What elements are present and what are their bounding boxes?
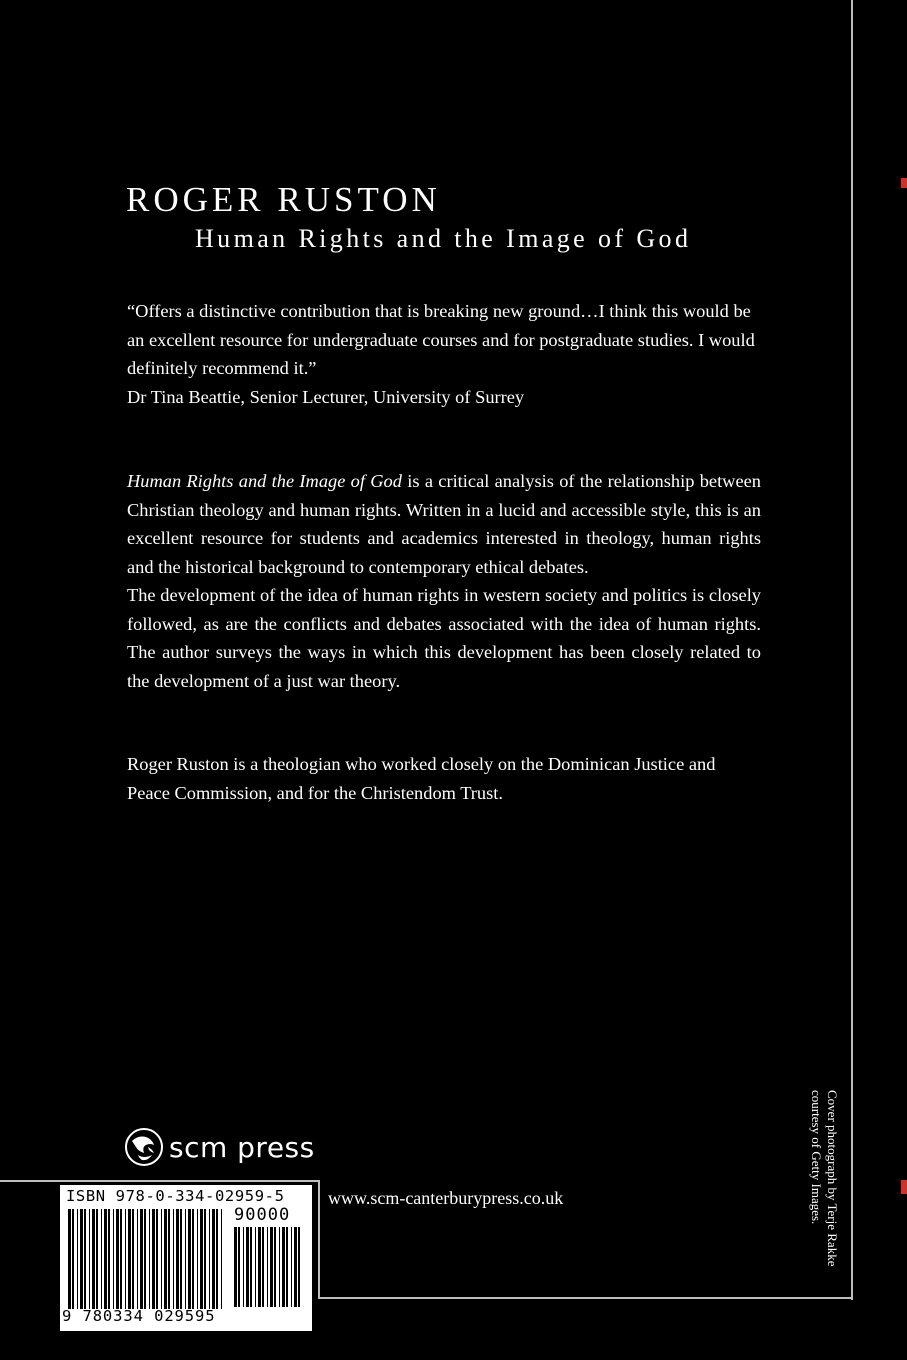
- author-bio: [127, 750, 761, 807]
- publisher-website[interactable]: www.scm-canterburypress.co.uk: [328, 1188, 564, 1208]
- book-title: Human Rights and the Image of God: [195, 224, 692, 253]
- frame-line-bottom: [318, 1297, 853, 1299]
- publisher-name: scm press: [169, 1130, 315, 1164]
- photo-credit-text: [808, 1090, 840, 1266]
- description-paragraph-1-text: is a critical analysis of the relationship between Christian theology and human rights. Written in a lucid and accessible style, this is an excellent resource for students and academics interested in theology, human rights and the historical background to contemporary ethical debates.: [127, 471, 761, 577]
- frame-line-right: [851, 0, 853, 1300]
- description-paragraph-2: The development of the idea of human rights in western society and politics is closely followed, as are the conflicts and debates associated with the idea of human rights. The author surveys the ways in which this development has been closely related to the development of a just war theory.: [127, 585, 761, 691]
- description-title-italic: Human Rights and the Image of God: [127, 471, 402, 491]
- publisher-logo: [124, 1127, 315, 1167]
- scm-globe-icon: [124, 1127, 164, 1167]
- photo-credit-line-2: courtesy of Getty Images.: [809, 1090, 824, 1225]
- author-name: ROGER RUSTON: [126, 180, 441, 219]
- trim-mark-top: [901, 178, 907, 188]
- frame-line-barcode-side: [318, 1180, 320, 1299]
- isbn-number: ISBN 978-0-334-02959-5: [66, 1187, 285, 1205]
- endorsement-attribution: Dr Tina Beattie, Senior Lecturer, University of Surrey: [127, 386, 525, 407]
- barcode-digits: 9 780334 029595: [62, 1307, 216, 1325]
- description-paragraph-1: [127, 467, 761, 581]
- price-barcode-bars: [234, 1227, 304, 1307]
- price-code: 90000: [234, 1205, 291, 1225]
- frame-line-barcode-top: [0, 1180, 320, 1182]
- author-bio-text: Roger Ruston is a theologian who worked closely on the Dominican Justice and Peace Commission, and for the Christendom Trust.: [127, 754, 716, 803]
- barcode: [60, 1185, 312, 1331]
- photo-credit: [808, 1090, 840, 1290]
- photo-credit-line-1: Cover photograph by Terje Rakke: [825, 1090, 840, 1267]
- ean-barcode-bars: [68, 1209, 228, 1309]
- trim-mark-bottom: [901, 1180, 907, 1194]
- endorsement: [127, 297, 761, 411]
- book-description: [127, 467, 761, 695]
- endorsement-quote: “Offers a distinctive contribution that is breaking new ground…I think this would be an excellent resource for undergraduate courses and for postgraduate studies. I would definitely recommend it.”: [127, 301, 755, 378]
